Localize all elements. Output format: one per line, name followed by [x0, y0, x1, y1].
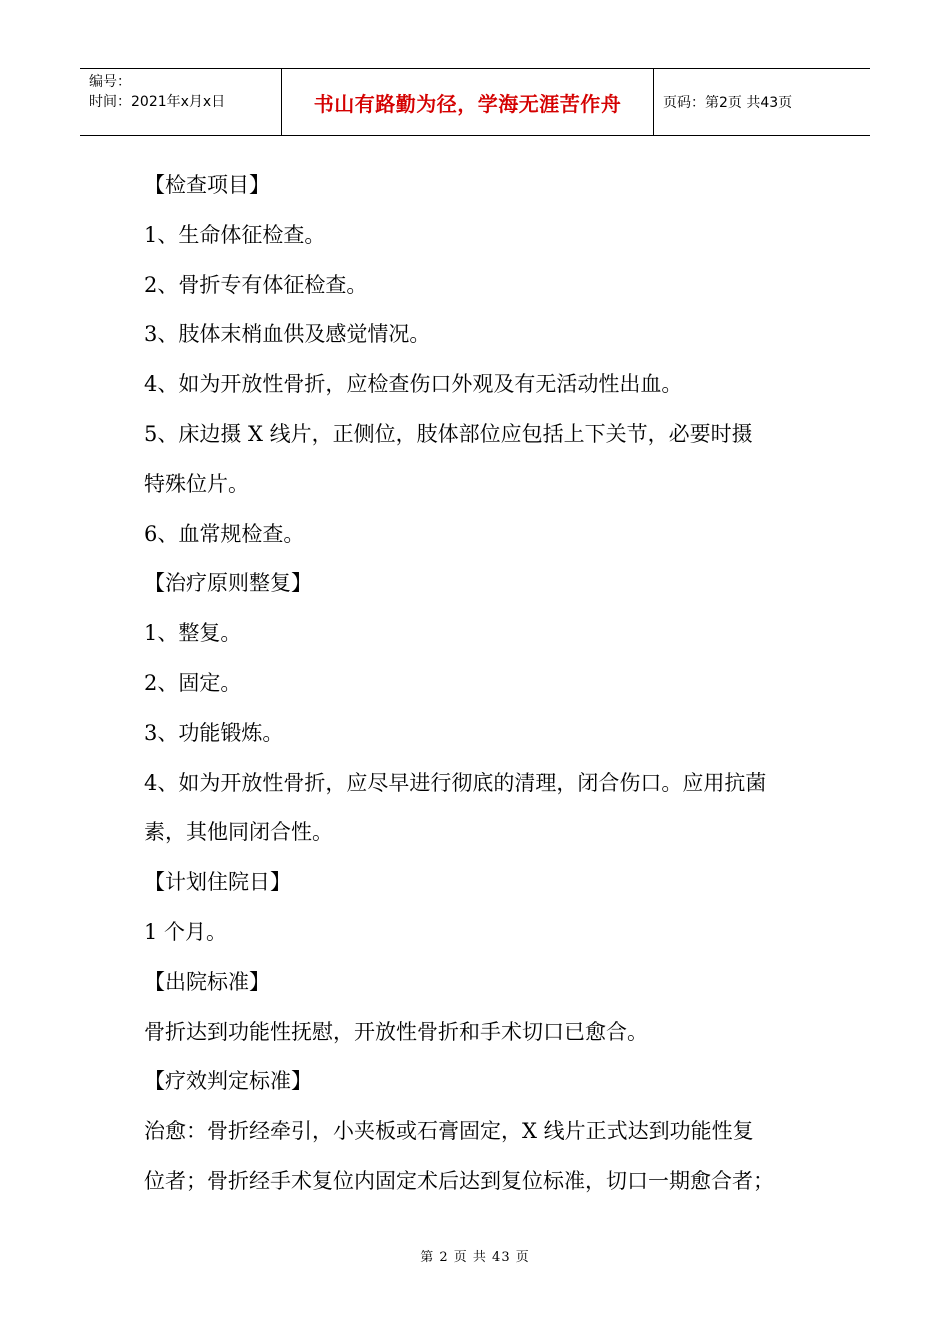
body-line: 【疗效判定标准】 [144, 1069, 312, 1094]
body-line: 素，其他同闭合性。 [144, 820, 333, 845]
body-line: 位者；骨折经手术复位内固定术后达到复位标准，切口一期愈合者； [144, 1168, 774, 1193]
body-line: 6、血常规检查。 [144, 521, 305, 546]
body-line: 3、肢体末梢血供及感觉情况。 [144, 322, 431, 347]
body-line: 【出院标准】 [144, 969, 270, 994]
body-line: 治愈：骨折经牵引，小夹板或石膏固定，X 线片正式达到功能性复 [144, 1119, 754, 1144]
body-line: 【治疗原则整复】 [144, 571, 312, 596]
body-line: 2、骨折专有体征检查。 [144, 272, 368, 297]
document-number-label: 编号： [89, 74, 131, 90]
body-line: 5、床边摄 X 线片，正侧位，肢体部位应包括上下关节，必要时摄 [144, 421, 753, 446]
header-page-info: 页码：第2页 共43页 [663, 95, 793, 111]
header-meta-cell [80, 69, 282, 135]
body-line: 4、如为开放性骨折，应尽早进行彻底的清理，闭合伤口。应用抗菌 [144, 770, 767, 795]
body-line: 骨折达到功能性抚慰，开放性骨折和手术切口已愈合。 [144, 1019, 648, 1044]
body-line: 2、固定。 [144, 670, 242, 695]
body-line: 1 个月。 [144, 919, 228, 944]
body-line: 特殊位片。 [144, 471, 249, 496]
header-page-cell [654, 69, 870, 135]
body-line: 3、功能锻炼。 [144, 720, 284, 745]
page-footer: 第 2 页 共 43 页 [420, 1250, 530, 1265]
body-line: 4、如为开放性骨折，应检查伤口外观及有无活动性出血。 [144, 372, 683, 397]
body-line: 1、生命体征检查。 [144, 222, 326, 247]
page-header [80, 68, 870, 136]
header-motto: 书山有路勤为径，学海无涯苦作舟 [313, 91, 622, 116]
document-body [144, 168, 814, 1214]
header-motto-cell [282, 69, 654, 135]
document-date-label: 时间：2021年x月x日 [89, 94, 226, 110]
body-line: 【计划住院日】 [144, 870, 291, 895]
body-line: 【检查项目】 [144, 173, 270, 197]
body-line: 1、整复。 [144, 621, 242, 646]
